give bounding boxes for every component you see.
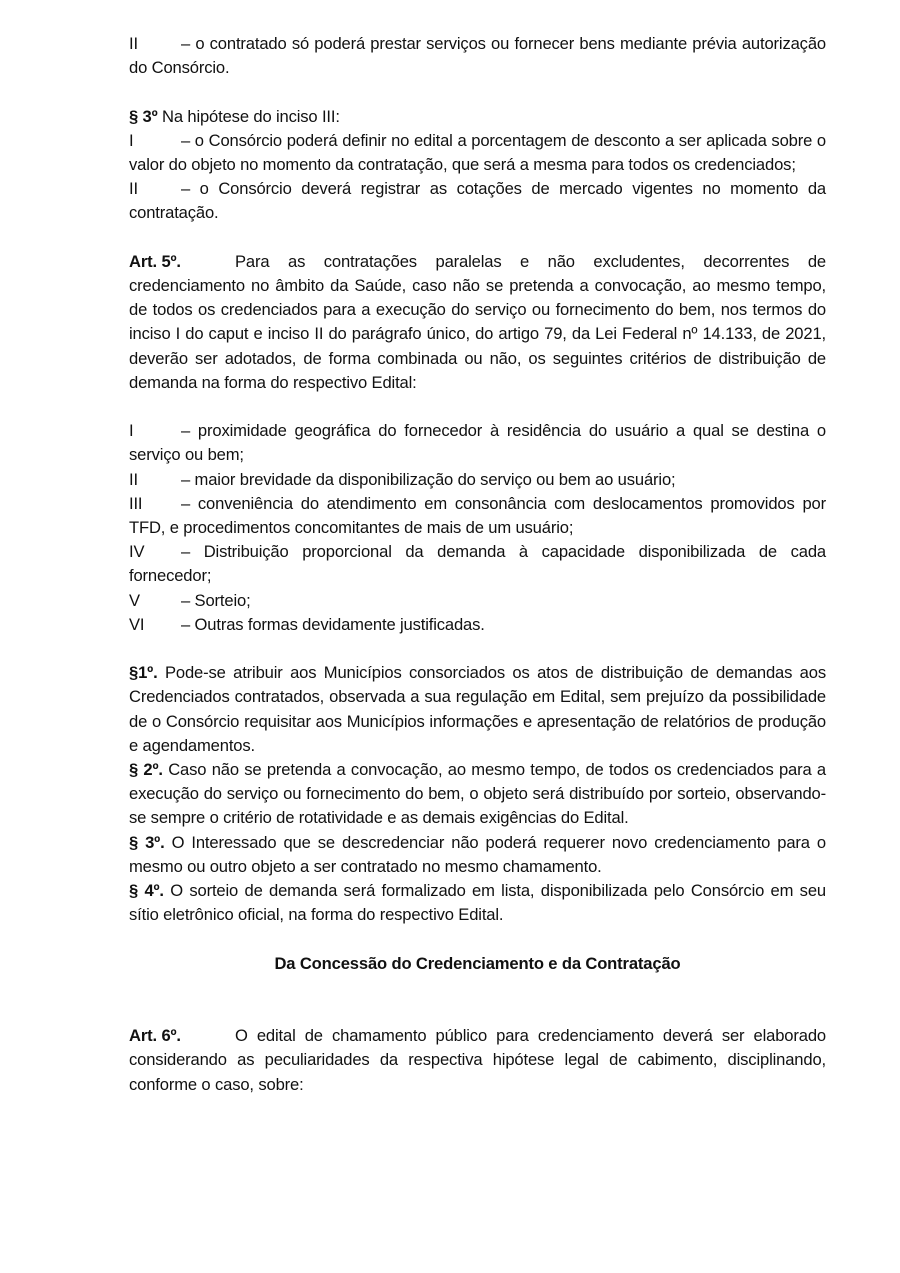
article-5	[129, 250, 826, 395]
inciso-text: – conveniência do atendimento em consonância com deslocamentos promovidos por TFD, e procedimentos concomitantes de mais de um usuário;	[129, 493, 826, 538]
paragraph-text: Pode-se atribuir aos Municípios consorciados os atos de distribuição de demandas aos Credenciados contratados, observada a sua regulação em Edital, sem prejuízo da possibilidade de o Consórcio requisitar aos Municípios informações e apresentação de relatórios de produção e agendamentos.	[129, 663, 826, 755]
inciso-item	[129, 129, 826, 177]
inciso-text: – Sorteio;	[181, 590, 251, 610]
paragraph-2	[129, 758, 826, 831]
inciso-item	[129, 540, 826, 588]
article-6	[129, 1024, 826, 1097]
article-text: O edital de chamamento público para credenciamento deverá ser elaborado considerando as peculiaridades da respectiva hipótese legal de cabimento, disciplinando, conforme o caso, sobre:	[129, 1026, 826, 1094]
article-label: Art. 5º.	[129, 251, 181, 271]
paragraph-label: § 3º	[129, 106, 158, 126]
inciso-number: V	[129, 590, 140, 610]
inciso-item	[129, 613, 826, 637]
paragraph-label: § 2º.	[129, 760, 163, 780]
inciso-number: VI	[129, 614, 145, 634]
article-text: Para as contratações paralelas e não excludentes, decorrentes de credenciamento no âmbito da Saúde, caso não se pretenda a convocação, ao mesmo tempo, de todos os credenciados para a execução do serviço ou fornecimento do bem, nos termos do inciso I do caput e inciso II do parágrafo único, do artigo 79, da Lei Federal nº 14.133, de 2021, deverão ser adotados, de forma combinada ou não, os seguintes critérios de distribuição de demanda na forma do respectivo Edital:	[129, 251, 826, 392]
inciso-text: – proximidade geográfica do fornecedor à residência do usuário a qual se destina o serviço ou bem;	[129, 421, 826, 465]
paragraph-text: O Interessado que se descredenciar não poderá requerer novo credenciamento para o mesmo ou outro objeto a ser contratado no mesmo chamamento.	[129, 832, 826, 876]
inciso-number: I	[129, 421, 134, 441]
inciso-number: I	[129, 130, 134, 150]
inciso-text: – maior brevidade da disponibilização do serviço ou bem ao usuário;	[181, 469, 676, 489]
inciso-item	[129, 468, 826, 492]
article-label: Art. 6º.	[129, 1026, 181, 1046]
paragraph-3	[129, 831, 826, 879]
paragraph-label: § 3º.	[129, 832, 165, 852]
paragraph-text: O sorteio de demanda será formalizado em lista, disponibilizada pelo Consórcio em seu sítio eletrônico oficial, na forma do respectivo Edital.	[129, 881, 826, 925]
inciso-number: II	[129, 34, 138, 53]
inciso-item	[129, 492, 826, 540]
inciso-text: – Distribuição proporcional da demanda à capacidade disponibilizada de cada fornecedor;	[129, 542, 826, 586]
paragraph-4	[129, 879, 826, 927]
inciso-number: II	[129, 469, 138, 489]
document-page	[129, 32, 826, 1097]
inciso-number: II	[129, 179, 138, 199]
inciso-item	[129, 32, 826, 80]
section-heading: Da Concessão do Credenciamento e da Contratação	[274, 953, 681, 973]
inciso-item	[129, 419, 826, 467]
inciso-number: III	[129, 493, 143, 513]
inciso-text: – Outras formas devidamente justificadas.	[181, 614, 485, 634]
inciso-text: – o Consórcio deverá registrar as cotações de mercado vigentes no momento da contratação.	[129, 179, 826, 223]
inciso-item	[129, 589, 826, 613]
inciso-text: – o contratado só poderá prestar serviços ou fornecer bens mediante prévia autorização do Consórcio.	[129, 34, 826, 78]
paragraph-1	[129, 661, 826, 758]
paragraph-text: Caso não se pretenda a convocação, ao mesmo tempo, de todos os credenciados para a execução do serviço ou fornecimento do bem, o objeto será distribuído por sorteio, observando-se sempre o critério de rotatividade e as demais exigências do Edital.	[129, 760, 826, 828]
inciso-item	[129, 177, 826, 225]
paragraph-label: § 4º.	[129, 881, 164, 901]
paragraph-text: Na hipótese do inciso III:	[157, 106, 340, 126]
paragraph-label: §1º.	[129, 663, 158, 683]
inciso-number: IV	[129, 542, 145, 562]
inciso-text: – o Consórcio poderá definir no edital a porcentagem de desconto a ser aplicada sobre o valor do objeto no momento da contratação, que será a mesma para todos os credenciados;	[129, 130, 826, 174]
paragraph-3-heading	[129, 105, 826, 129]
